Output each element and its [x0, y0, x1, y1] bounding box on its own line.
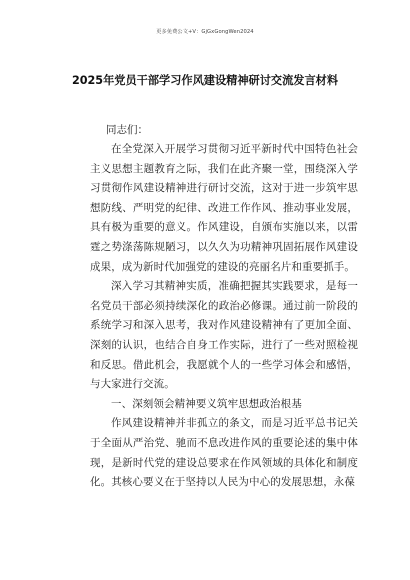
salutation: 同志们： [106, 124, 148, 136]
body-paragraph: 在全党深入开展学习贯彻习近平新时代中国特色社会主义思想主题教育之际，我们在此齐聚一堂，围绕深入学习贯彻作风建设精神进行研讨交流，这对于进一步筑牢思想防线、严明党的纪律、改进工作作风、推动事业发展，具有极为重要的意义。作风建设，自颁布实施以来，以雷霆之势涤荡陈规陋习，以久久为功精神巩固拓展作风建设成果，成为新时代加强党的建设的亮丽名片和重要抓手。 [90, 143, 358, 273]
body-paragraph: 作风建设精神并非孤立的条文，而是习近平总书记关于全面从严治党、驰而不息改进作风的重要论述的集中体现，是新时代党的建设总要求在作风领域的具体化和制度化。其核心要义在于坚持以人民为中心的发展思想，永葆 [90, 417, 358, 489]
section-heading: 一、深刻领会精神要义筑牢思想政治根基 [111, 397, 302, 410]
header-watermark: 更多免费公文+V：GjGxGongWen2024 [156, 29, 254, 35]
document-body [90, 140, 358, 493]
body-paragraph: 深入学习其精神实质，准确把握其实践要求，是每一名党员干部必须持续深化的政治必修课。通过前一阶段的系统学习和深入思考，我对作风建设精神有了更加全面、深刻的认识，也结合自身工作实际，进行了一些对照检视和反思。借此机会，我愿就个人的一些学习体会和感悟，与大家进行交流。 [90, 280, 358, 391]
document-title: 2025年党员干部学习作风建设精神研讨交流发言材料 [71, 74, 339, 87]
